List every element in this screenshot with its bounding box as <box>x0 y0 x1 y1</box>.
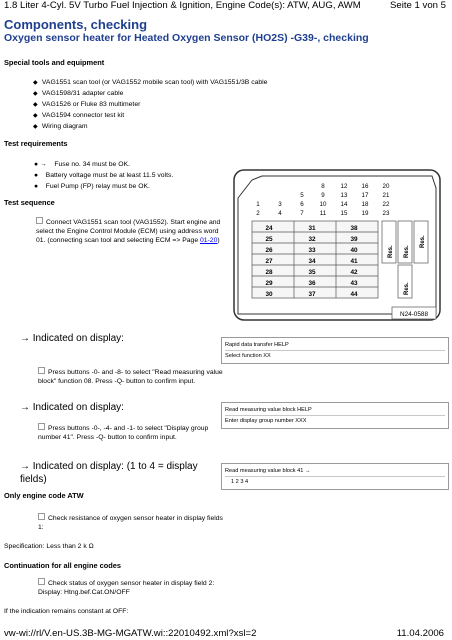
fuse-label: 3 <box>278 201 282 208</box>
display-line: 1 2 3 4 <box>231 479 249 485</box>
fuse-label: 33 <box>308 247 316 254</box>
bullet-icon: ● <box>34 172 39 179</box>
checkbox-icon <box>38 367 45 374</box>
tool-item-label: VAG1551 scan tool (or VAG1552 mobile scan tool) with VAG1551/3B cable <box>41 79 268 86</box>
step-text: Check status of oxygen sensor heater in display field 2: Display: Htng.bef.Cat.ON/OFF <box>38 580 215 596</box>
fuse-label: 12 <box>340 183 348 190</box>
diamond-bullet-icon: ◆ <box>33 113 38 119</box>
fuse-label: 44 <box>350 291 358 298</box>
tool-item <box>33 89 123 99</box>
continuation-heading: Continuation for all engine codes <box>4 561 122 570</box>
step-check-status <box>38 578 224 597</box>
checkbox-icon <box>36 217 43 224</box>
fuse-label: 1 <box>256 201 260 208</box>
requirement-text: Fuse no. 34 must be OK. <box>54 161 130 168</box>
display-box-2 <box>221 402 449 429</box>
fuse-label: 26 <box>265 247 273 254</box>
diamond-bullet-icon: ◆ <box>33 91 38 97</box>
fuse-label: 21 <box>382 192 390 199</box>
reserve-label: Res. <box>404 282 410 295</box>
checkbox-icon <box>38 578 45 585</box>
bullet-arrow-icon: ● → <box>34 161 47 168</box>
display-heading-2: → Indicated on display: <box>20 402 124 413</box>
step-text: Connect VAG1551 scan tool (VAG1552). Start engine and select the Engine Control Module (ECM) using address word 01. (connecting scan tool and selecting ECM => Page <box>36 219 221 244</box>
display-heading-3: → Indicated on display: (1 to 4 = display fields) <box>20 461 198 485</box>
fuse-label: 20 <box>382 183 390 190</box>
step-text-end: ) <box>217 237 220 244</box>
tool-item <box>33 100 140 110</box>
fuse-label: 40 <box>350 247 358 254</box>
checkbox-icon <box>38 423 45 430</box>
requirement-item <box>34 182 150 191</box>
fuse-label: 22 <box>382 201 390 208</box>
display-box-3 <box>221 463 449 490</box>
fuse-label: 14 <box>340 201 348 208</box>
test-sequence-heading: Test sequence <box>4 198 55 207</box>
reserve-label: Res. <box>388 245 394 258</box>
diagram-code: N24-0588 <box>399 311 429 318</box>
requirement-item <box>34 160 130 169</box>
reserve-label: Res. <box>404 245 410 258</box>
fuse-label: 11 <box>319 210 327 217</box>
fuse-label: 31 <box>308 225 316 232</box>
fuse-label: 25 <box>265 236 273 243</box>
step-text: Press buttons -0- and -8- to select "Read measuring value block" function 08. Press -Q- button to confirm input. <box>38 369 223 385</box>
reserve-label: Res. <box>420 235 426 248</box>
fuse-label: 41 <box>350 258 358 265</box>
fuse-label: 28 <box>265 269 273 276</box>
fuse-label: 8 <box>321 183 325 190</box>
tool-item-label: Wiring diagram <box>41 123 88 130</box>
tool-item <box>33 111 124 121</box>
display-heading-1: → Indicated on display: <box>20 333 124 344</box>
fuse-label: 24 <box>265 225 273 232</box>
fuse-label: 27 <box>265 258 273 265</box>
tool-item-label: VAG1594 connector test kit <box>41 112 125 119</box>
header-title: 1.8 Liter 4-Cyl. 5V Turbo Fuel Injection & Ignition, Engine Code(s): ATW, AUG, AWM <box>4 0 361 11</box>
diamond-bullet-icon: ◆ <box>33 124 38 130</box>
fuse-label: 17 <box>361 192 369 199</box>
page-number: Seite 1 von 5 <box>389 0 446 11</box>
fuse-box-diagram <box>232 168 444 323</box>
display-line: Enter display group number XXX <box>225 418 307 424</box>
step-select-function-08 <box>38 367 224 386</box>
fuse-label: 35 <box>308 269 316 276</box>
step-connect-scan-tool <box>36 217 224 245</box>
diamond-bullet-icon: ◆ <box>33 80 38 86</box>
footer-url: vw-wi://rl/V.en-US.3B-MG-MGATW.wi::22010492.xml?xsl=2 <box>4 628 257 639</box>
tool-item <box>33 122 88 132</box>
page-subtitle: Oxygen sensor heater for Heated Oxygen Sensor (HO2S) -G39-, checking <box>4 32 369 44</box>
fuse-label: 30 <box>265 291 273 298</box>
fuse-label: 23 <box>382 210 390 217</box>
specification-text: Specification: Less than 2 k Ω <box>4 543 94 550</box>
display-line: Read measuring value block 41 → <box>225 466 445 477</box>
if-constant-text: If the indication remains constant at OFF: <box>4 608 129 615</box>
fuse-label: 19 <box>361 210 369 217</box>
step-text: Check resistance of oxygen sensor heater in display fields 1: <box>38 515 223 531</box>
requirement-item <box>34 171 173 180</box>
fuse-label: 34 <box>308 258 316 265</box>
test-requirements-heading: Test requirements <box>4 139 68 148</box>
fuse-label: 13 <box>340 192 348 199</box>
fuse-label: 4 <box>278 210 282 217</box>
fuse-label: 29 <box>265 280 273 287</box>
fuse-label: 10 <box>319 201 327 208</box>
requirement-text: Battery voltage must be at least 11.5 volts. <box>45 172 174 179</box>
fuse-label: 5 <box>300 192 304 199</box>
fuse-label: 39 <box>350 236 358 243</box>
fuse-label: 7 <box>300 210 304 217</box>
fuse-label: 2 <box>256 210 260 217</box>
diamond-bullet-icon: ◆ <box>33 102 38 108</box>
fuse-label: 32 <box>308 236 316 243</box>
fuse-label: 16 <box>361 183 369 190</box>
requirement-text: Fuel Pump (FP) relay must be OK. <box>45 183 150 190</box>
fuse-label: 42 <box>350 269 358 276</box>
fuse-label: 18 <box>361 201 369 208</box>
step-check-resistance <box>38 513 224 532</box>
bullet-icon: ● <box>34 183 39 190</box>
step-select-group-41 <box>38 423 224 442</box>
step-text: Press buttons -0-, -4- and -1- to select "Display group number 41". Press -Q- button to confirm input. <box>38 425 209 441</box>
fuse-label: 15 <box>340 210 348 217</box>
page-title: Components, checking <box>4 17 148 32</box>
fuse-label: 43 <box>350 280 358 287</box>
tool-item-label: VAG1598/31 adapter cable <box>41 90 124 97</box>
display-line: Rapid data transfer HELP <box>225 340 445 351</box>
footer-date: 11.04.2006 <box>396 628 444 639</box>
fuse-label: 37 <box>308 291 316 298</box>
page-link[interactable]: 01-20 <box>199 237 218 244</box>
fuse-label: 38 <box>350 225 358 232</box>
checkbox-icon <box>38 513 45 520</box>
display-box-1 <box>221 337 449 364</box>
fuse-label: 6 <box>300 201 304 208</box>
tool-item-label: VAG1526 or Fluke 83 multimeter <box>41 101 141 108</box>
only-atw-heading: Only engine code ATW <box>4 491 84 500</box>
fuse-label: 9 <box>321 192 325 199</box>
fuse-label: 36 <box>308 280 316 287</box>
display-line: Select function XX <box>225 353 271 359</box>
special-tools-heading: Special tools and equipment <box>4 58 105 67</box>
display-line: Read measuring value block HELP <box>225 405 445 416</box>
tool-item <box>33 78 267 88</box>
